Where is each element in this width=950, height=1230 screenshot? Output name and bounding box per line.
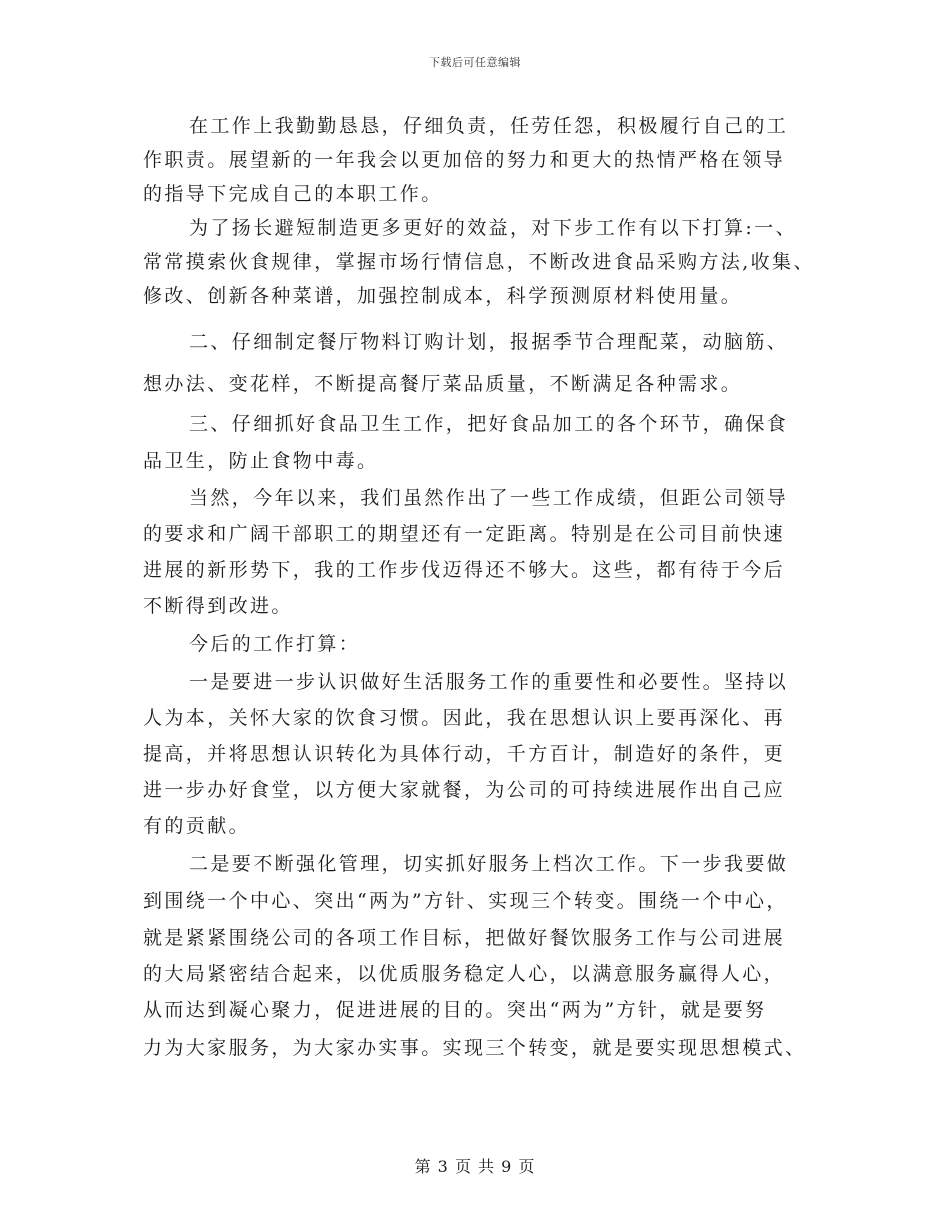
text-line: 今后的工作打算： — [189, 633, 361, 655]
text-line: 到围绕一个中心、突出“两为”方针、实现三个转变。围绕一个中心， — [143, 890, 788, 912]
text-line: 当然，今年以来，我们虽然作出了一些工作成绩，但距公司领导 — [189, 487, 789, 509]
text-line: 三、仔细抓好食品卫生工作，把好食品加工的各个环节，确保食 — [189, 413, 789, 435]
text-line: 品卫生，防止食物中毒。 — [143, 450, 379, 472]
text-line: 二是要不断强化管理，切实抓好服务上档次工作。下一步我要做 — [189, 853, 789, 875]
text-line: 常常摸索伙食规律，掌握市场行情信息，不断改进食品采购方法,收集、 — [143, 251, 815, 273]
text-line: 在工作上我勤勤恳恳，仔细负责，任劳任怨，积极履行自己的工 — [189, 115, 789, 137]
text-line: 为了扬长避短制造更多更好的效益，对下步工作有以下打算:一、 — [189, 217, 798, 239]
text-line: 提高，并将思想认识转化为具体行动，千方百计，制造好的条件，更 — [143, 743, 786, 765]
text-line: 的指导下完成自己的本职工作。 — [143, 183, 443, 205]
text-line: 从而达到凝心聚力，促进进展的目的。突出“两为”方针，就是要努 — [143, 999, 767, 1021]
text-line: 进一步办好食堂，以方便大家就餐，为公司的可持续进展作出自己应 — [143, 779, 786, 801]
text-line: 作职责。展望新的一年我会以更加倍的努力和更大的热情严格在领导 — [143, 149, 786, 171]
text-line: 力为大家服务，为大家办实事。实现三个转变，就是要实现思想模式、 — [143, 1037, 807, 1059]
text-line: 不断得到改进。 — [143, 595, 293, 617]
page-header-note: 下载后可任意编辑 — [429, 56, 521, 69]
text-line: 二、仔细制定餐厅物料订购计划，报据季节合理配菜，动脑筋、 — [189, 331, 789, 353]
text-line: 的要求和广阔干部职工的期望还有一定距离。特别是在公司目前快速 — [143, 523, 786, 545]
text-line: 就是紧紧围绕公司的各项工作目标，把做好餐饮服务工作与公司进展 — [143, 927, 786, 949]
text-line: 的大局紧密结合起来，以优质服务稳定人心，以满意服务赢得人心， — [143, 963, 786, 985]
text-line: 人为本，关怀大家的饮食习惯。因此，我在思想认识上要再深化、再 — [143, 707, 786, 729]
text-line: 一是要进一步认识做好生活服务工作的重要性和必要性。坚持以 — [189, 671, 789, 693]
page-number: 第 3 页 共 9 页 — [414, 1157, 536, 1176]
text-line: 修改、创新各种菜谱，加强控制成本，科学预测原材料使用量。 — [143, 285, 743, 307]
text-line: 进展的新形势下，我的工作步伐迈得还不够大。这些，都有待于今后 — [143, 559, 786, 581]
text-line: 想办法、变花样，不断提高餐厅菜品质量，不断满足各种需求。 — [143, 373, 743, 395]
text-line: 有的贡献。 — [143, 815, 251, 837]
